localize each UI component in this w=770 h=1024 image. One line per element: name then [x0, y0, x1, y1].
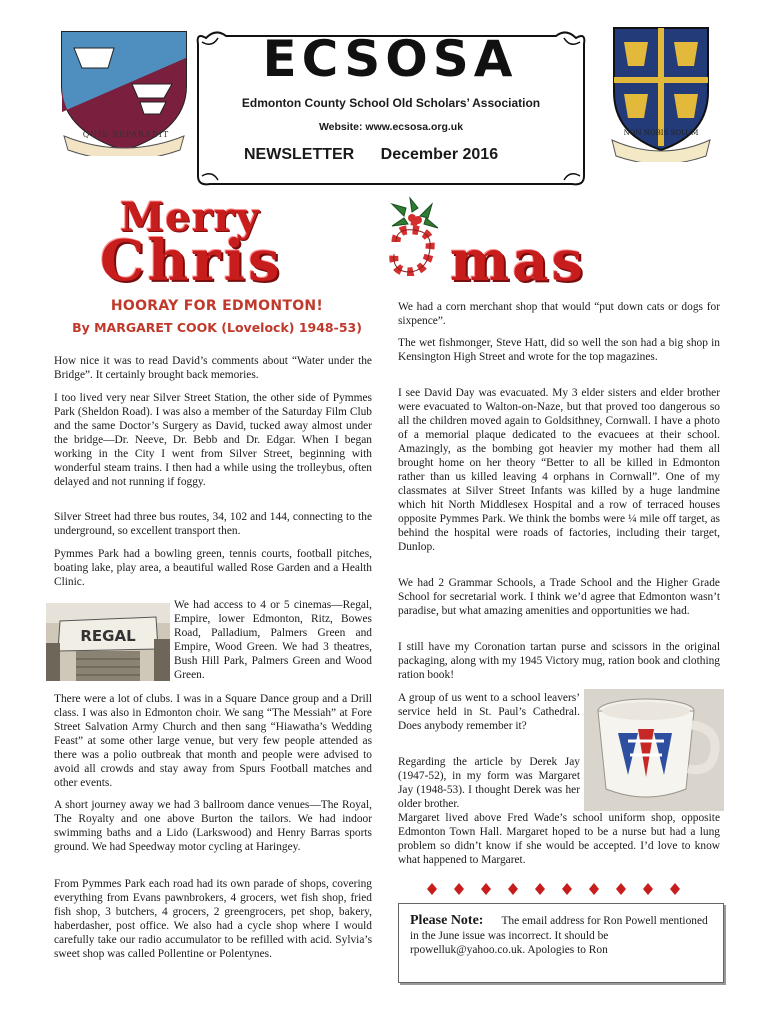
paragraph-3: Silver Street had three bus routes, 34, 102 and 144, connecting to the underground, so excellent transport then. — [54, 511, 372, 537]
diamond-divider-icon — [426, 882, 696, 896]
article-paragraph — [398, 640, 720, 682]
website-line[interactable]: Website: www.ecsosa.org.uk — [318, 121, 464, 133]
paragraph-9: We had a corn merchant shop that would “put down cats or dogs for sixpence”. — [398, 301, 720, 327]
correction-note — [410, 914, 714, 958]
paragraph-10: The wet fishmonger, Steve Hatt, did so well the son had a big shop in Kensington High Street and wrote for the top magazines. — [398, 337, 720, 363]
article-paragraph — [54, 391, 372, 489]
school-crest-right — [608, 22, 714, 162]
regal-sign: REGAL — [80, 627, 136, 645]
article-paragraph — [398, 811, 720, 867]
candy-cane-holly-icon — [384, 196, 458, 276]
article-paragraph — [398, 755, 580, 811]
newsletter-date: December 2016 — [380, 146, 499, 163]
paragraph-12: We had 2 Grammar Schools, a Trade School and the Higher Grade School for secretarial work. I think we’d agree that Edmonton wasn’t paradise, but what amazing amenities and opportunities we had. — [398, 577, 720, 617]
paragraph-8: From Pymmes Park each road had its own parade of shops, covering everything from Evans pawnbrokers, 4 grocers, wet fish shop, fried fish shop, 3 butchers, 4 grocers, 2 greengrocers, pet shop, bakery, haberdasher, post office. We also had a cycle shop where I would carefully take our radio accumulator to be refilled with acid. Sylvia’s sweet shop was called Pollentine or Polentynes. — [54, 878, 372, 960]
article-paragraph — [398, 386, 720, 554]
paragraph-6: There were a lot of clubs. I was in a Square Dance group and a Drill class. I was also in Edmonton choir. We sang “The Messiah” at Fore Street Salvation Army Church and then sang “Hiawatha’s Wedding Feast” at some other large venue, but very few people attended as there was a polio outbreak that month and people were advised to avoid all crowds and stay away from Spurs Football matches and other events. — [54, 693, 372, 789]
paragraph-11: I see David Day was evacuated. My 3 elder sisters and elder brother were evacuated to Walton-on-Naze, but that proved too dangerous so all the children moved again to Goldsithney, Cornwall. I have a photo of a memorial plaque dedicated to the evacuees at their school. Amazingly, as the bombing got heavier my mother had them all brought home on her theory “Better to all be killed in Edmonton rather than us killed leaving 4 orphans in Cornwall”. One of my classmates at Silver Street Infants was killed by a huge landmine which hit North Middlesex Hospital and a row of terraced houses opposite Pymmes Park. We think the bombs were ¼ mile off target, as behind the hospital were roads of factories, including their target, Dunlop. — [398, 387, 720, 553]
regal-cinema-photo — [46, 603, 170, 681]
newsletter-label: NEWSLETTER — [244, 146, 355, 163]
article-paragraph — [54, 510, 372, 538]
paragraph-15b: Margaret lived above Fred Wade’s school uniform shop, opposite Edmonton Town Hall. Margaret hoped to be a nurse but had a lung problem so didn’t know if she would be accepted. I’d love to know what happened to Margaret. — [398, 812, 720, 866]
merry-text: Merry — [120, 194, 261, 241]
article-paragraph — [174, 598, 372, 682]
paragraph-15a: Regarding the article by Derek Jay (1947-52), in my form was Margaret Jay (1948-53). I thought Derek was her older brother. — [398, 756, 580, 810]
victory-mug-photo — [584, 689, 724, 811]
article-title: HOORAY FOR EDMONTON! — [110, 298, 324, 314]
paragraph-4: Pymmes Park had a bowling green, tennis courts, football pitches, boating lake, play area, a beautiful walled Rose Garden and a Health Clinic. — [54, 548, 372, 588]
note-label: Please Note: — [410, 913, 484, 928]
paragraph-1: How nice it was to read David’s comments about “Water under the Bridge”. It certainly brought back memories. — [54, 355, 372, 381]
paragraph-2: I too lived very near Silver Street Station, the other side of Pymmes Park (Sheldon Road). I was also a member of the Saturday Film Club and the same Doctor’s Surgery as David, tucked away almost under the bridge—Dr. Neeve, Dr. Bebb and Dr. Edgar. When I began working in the City I went from Silver Street, beginning with wonderful steam trains. I then had a while using the trolleybus, often delayed and not running if foggy. — [54, 392, 372, 488]
christmas-text-part2: mas — [450, 228, 587, 294]
article-paragraph — [398, 691, 580, 733]
article-paragraph — [54, 877, 372, 961]
paragraph-7: A short journey away we had 3 ballroom dance venues—The Royal, The Royalty and one above Burton the tailors. We had indoor swimming baths and a Lido (Larkswood) and Henry Barras sports ground. We had Speedway motor cycling at Haringey. — [54, 799, 372, 853]
association-name: Edmonton County School Old Scholars’ Association — [241, 96, 541, 110]
christmas-text-part1: Chris — [100, 228, 283, 294]
masthead-title: ECSOSA — [262, 30, 518, 88]
article-paragraph — [398, 336, 720, 364]
article-paragraph — [398, 300, 720, 328]
paragraph-14: A group of us went to a school leavers’ service held in St. Paul’s Cathedral. Does anybody remember it? — [398, 692, 580, 732]
article-paragraph — [54, 354, 372, 382]
right-crest-motto: NON NOBIS SOLUM — [623, 129, 699, 137]
paragraph-13: I still have my Coronation tartan purse and scissors in the original packaging, along with my 1945 Victory mug, ration book and clothing ration book! — [398, 641, 720, 681]
article-paragraph — [54, 692, 372, 790]
article-byline: By MARGARET COOK (Lovelock) 1948-53) — [72, 320, 362, 335]
paragraph-5: We had access to 4 or 5 cinemas—Regal, Empire, lower Edmonton, Ritz, Bowes Road, Palladium, Palmers Green and Empire, Wood Green. We had 3 theatres, Bush Hill Park, Palmers Green and Wood Green. — [174, 599, 372, 681]
article-paragraph — [398, 576, 720, 618]
note-text: The email address for Ron Powell mentioned in the June issue was incorrect. It should be rpowelluk@yahoo.co.uk. Apologies to Ron — [410, 915, 708, 956]
article-paragraph — [54, 798, 372, 854]
left-crest-motto: QUIS SEPARABIT — [82, 130, 170, 139]
newsletter-issue — [244, 146, 584, 164]
article-paragraph — [54, 547, 372, 589]
